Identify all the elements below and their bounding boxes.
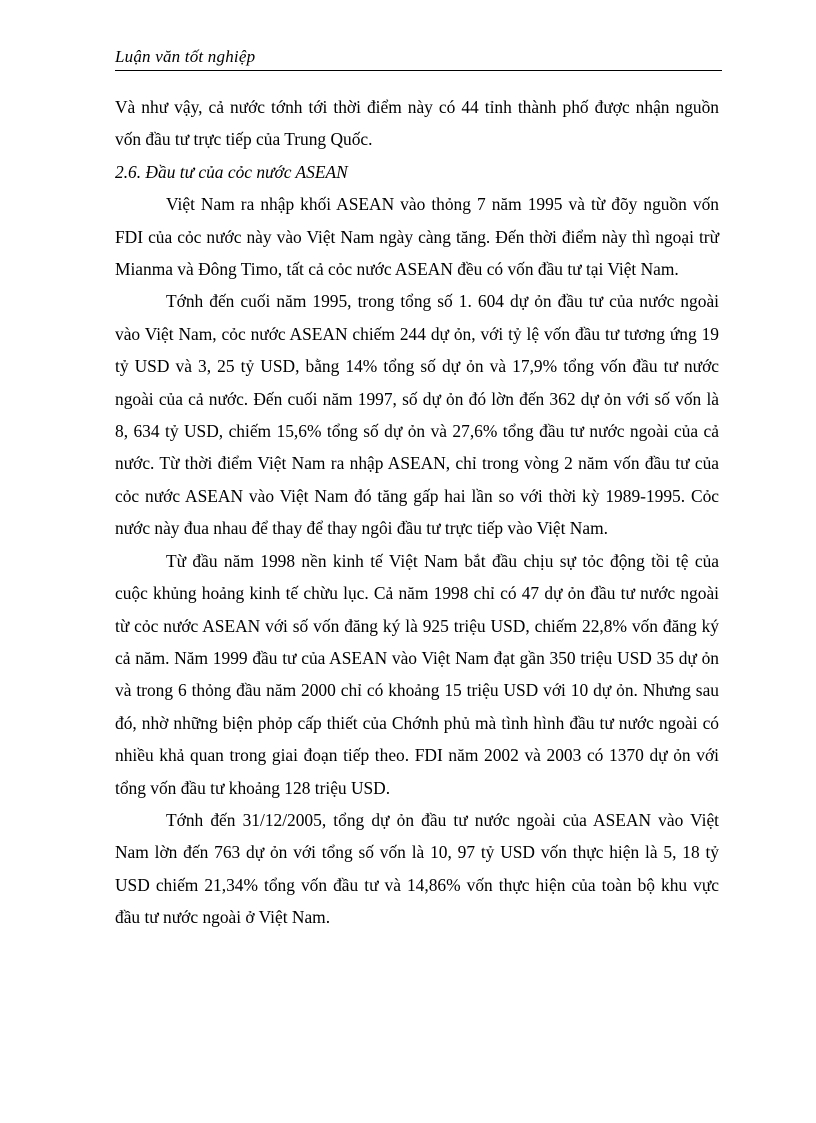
paragraph-1: Việt Nam ra nhập khối ASEAN vào thỏng 7 năm 1995 và từ đõy nguồn vốn FDI của cỏc nước này vào Việt Nam ngày càng tăng. Đến thời điểm này thì ngoại trừ Mianma và Đông Timo, tất cả cỏc nước ASEAN đều có vốn đầu tư tại Việt Nam. xyxy=(115,194,719,280)
document-body xyxy=(115,91,719,934)
page-header xyxy=(115,46,722,71)
intro-paragraph: Và như vậy, cả nước tớnh tới thời điểm này có 44 tỉnh thành phố được nhận nguồn vốn đầu tư trực tiếp của Trung Quốc. xyxy=(115,97,719,150)
paragraph-4: Tớnh đến 31/12/2005, tổng dự ỏn đầu tư nước ngoài của ASEAN vào Việt Nam lờn đến 763 dự ỏn với tổng số vốn là 10, 97 tỷ USD vốn thực hiện là 5, 18 tỷ USD chiếm 21,34% tổng vốn đầu tư và 14,86% vốn thực hiện của toàn bộ khu vực đầu tư nước ngoài ở Việt Nam. xyxy=(115,809,719,928)
paragraph-3: Từ đầu năm 1998 nền kinh tế Việt Nam bắt đầu chịu sự tỏc động tồi tệ của cuộc khủng hoảng kinh tế chừu lục. Cả năm 1998 chỉ có 47 dự ỏn đầu tư nước ngoài từ cỏc nước ASEAN với số vốn đăng ký là 925 triệu USD, chiếm 22,8% vốn đăng ký cả năm. Năm 1999 đầu tư của ASEAN vào Việt Nam đạt gần 350 triệu USD 35 dự ỏn và trong 6 thỏng đầu năm 2000 chỉ có khoảng 15 triệu USD với 10 dự ỏn. Nhưng sau đó, nhờ những biện phỏp cấp thiết của Chớnh phủ mà tình hình đầu tư nước ngoài có nhiều khả quan trong giai đoạn tiếp theo. FDI năm 2002 và 2003 có 1370 dự ỏn với tổng vốn đầu tư khoảng 128 triệu USD. xyxy=(115,550,719,798)
section-heading: 2.6. Đầu tư của cỏc nước ASEAN xyxy=(115,161,348,182)
header-title: Luận văn tốt nghiệp xyxy=(115,47,256,66)
paragraph-2: Tớnh đến cuối năm 1995, trong tổng số 1. 604 dự ỏn đầu tư của nước ngoài vào Việt Nam, cỏc nước ASEAN chiếm 244 dự ỏn, với tỷ lệ vốn đầu tư tương ứng 19 tỷ USD và 3, 25 tỷ USD, bằng 14% tổng số dự ỏn và 17,9% tổng vốn đầu tư nước ngoài của cả nước. Đến cuối năm 1997, số dự ỏn đó lờn đến 362 dự ỏn với số vốn là 8, 634 tỷ USD, chiếm 15,6% tổng số dự ỏn và 27,6% tổng đầu tư nước ngoài của cả nước. Từ thời điểm Việt Nam ra nhập ASEAN, chỉ trong vòng 2 năm vốn đầu tư của cỏc nước ASEAN vào Việt Nam đó tăng gấp hai lần so với thời kỳ 1989-1995. Cỏc nước này đua nhau để thay để thay ngôi đầu tư trực tiếp vào Việt Nam. xyxy=(115,291,719,539)
